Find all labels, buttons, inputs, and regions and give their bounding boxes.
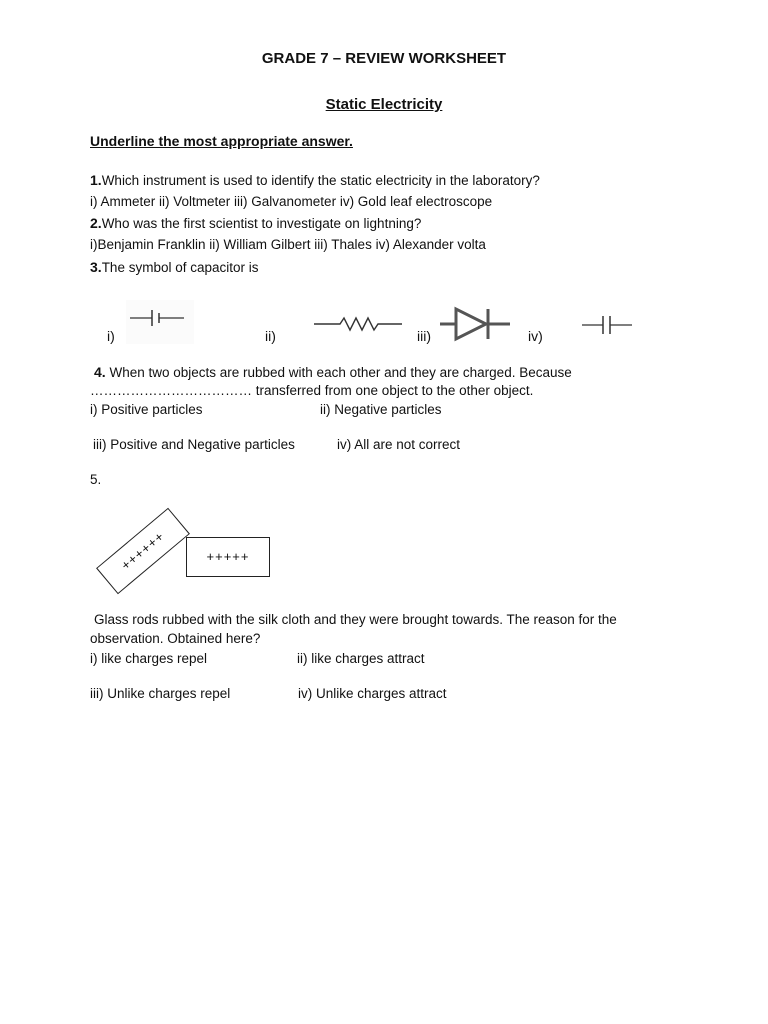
battery-cell-symbol <box>126 300 196 345</box>
capacitor-symbol <box>580 313 635 337</box>
question-number: 1. <box>90 172 102 188</box>
question-text: The symbol of capacitor is <box>101 260 259 275</box>
question-5-text-line-1: Glass rods rubbed with the silk cloth and they were brought towards. The reason for the <box>94 612 617 627</box>
rod-charge-label: +++++ <box>206 549 250 564</box>
question-2 <box>90 215 421 232</box>
instruction: Underline the most appropriate answer. <box>90 133 353 149</box>
question-number: 2. <box>90 215 102 231</box>
resistor-symbol <box>312 312 407 336</box>
question-text: Who was the first scientist to investigate on lightning? <box>101 216 422 231</box>
question-number: 4. <box>94 364 106 380</box>
question-4-option-3: iii) Positive and Negative particles <box>93 437 295 452</box>
question-1-options: i) Ammeter ii) Voltmeter iii) Galvanometer iv) Gold leaf electroscope <box>90 194 493 209</box>
charged-rod-flat <box>186 537 270 577</box>
question-4-option-2: ii) Negative particles <box>320 402 442 417</box>
rod-charge-label: ++++++ <box>118 528 168 573</box>
question-5-number: 5. <box>90 472 102 487</box>
diode-symbol <box>438 305 513 343</box>
symbol-option-label-3: iii) <box>417 328 431 344</box>
symbol-option-label-4: iv) <box>528 328 543 344</box>
question-5-text-line-2: observation. Obtained here? <box>90 631 261 646</box>
question-4-option-4: iv) All are not correct <box>337 437 461 452</box>
question-number: 3. <box>90 259 102 275</box>
worksheet-subtitle: Static Electricity <box>325 96 443 113</box>
charged-rod-tilted <box>96 508 190 594</box>
question-2-options: i)Benjamin Franklin ii) William Gilbert iii) Thales iv) Alexander volta <box>90 237 486 252</box>
question-1 <box>90 172 540 189</box>
question-4 <box>94 364 572 381</box>
question-5-option-4: iv) Unlike charges attract <box>298 686 447 701</box>
question-text: When two objects are rubbed with each other and they are charged. Because <box>109 365 572 380</box>
question-5-option-1: i) like charges repel <box>90 651 208 666</box>
question-4-blank-line: ……………………………… transferred from one object to the other object. <box>90 383 534 398</box>
question-5-option-3: iii) Unlike charges repel <box>90 686 231 701</box>
question-text: Which instrument is used to identify the static electricity in the laboratory? <box>101 173 540 188</box>
symbol-option-label-1: i) <box>107 328 115 344</box>
question-5-option-2: ii) like charges attract <box>297 651 425 666</box>
question-4-option-1: i) Positive particles <box>90 402 203 417</box>
symbol-option-label-2: ii) <box>265 328 276 344</box>
question-3 <box>90 259 259 276</box>
worksheet-title: GRADE 7 – REVIEW WORKSHEET <box>261 50 507 67</box>
